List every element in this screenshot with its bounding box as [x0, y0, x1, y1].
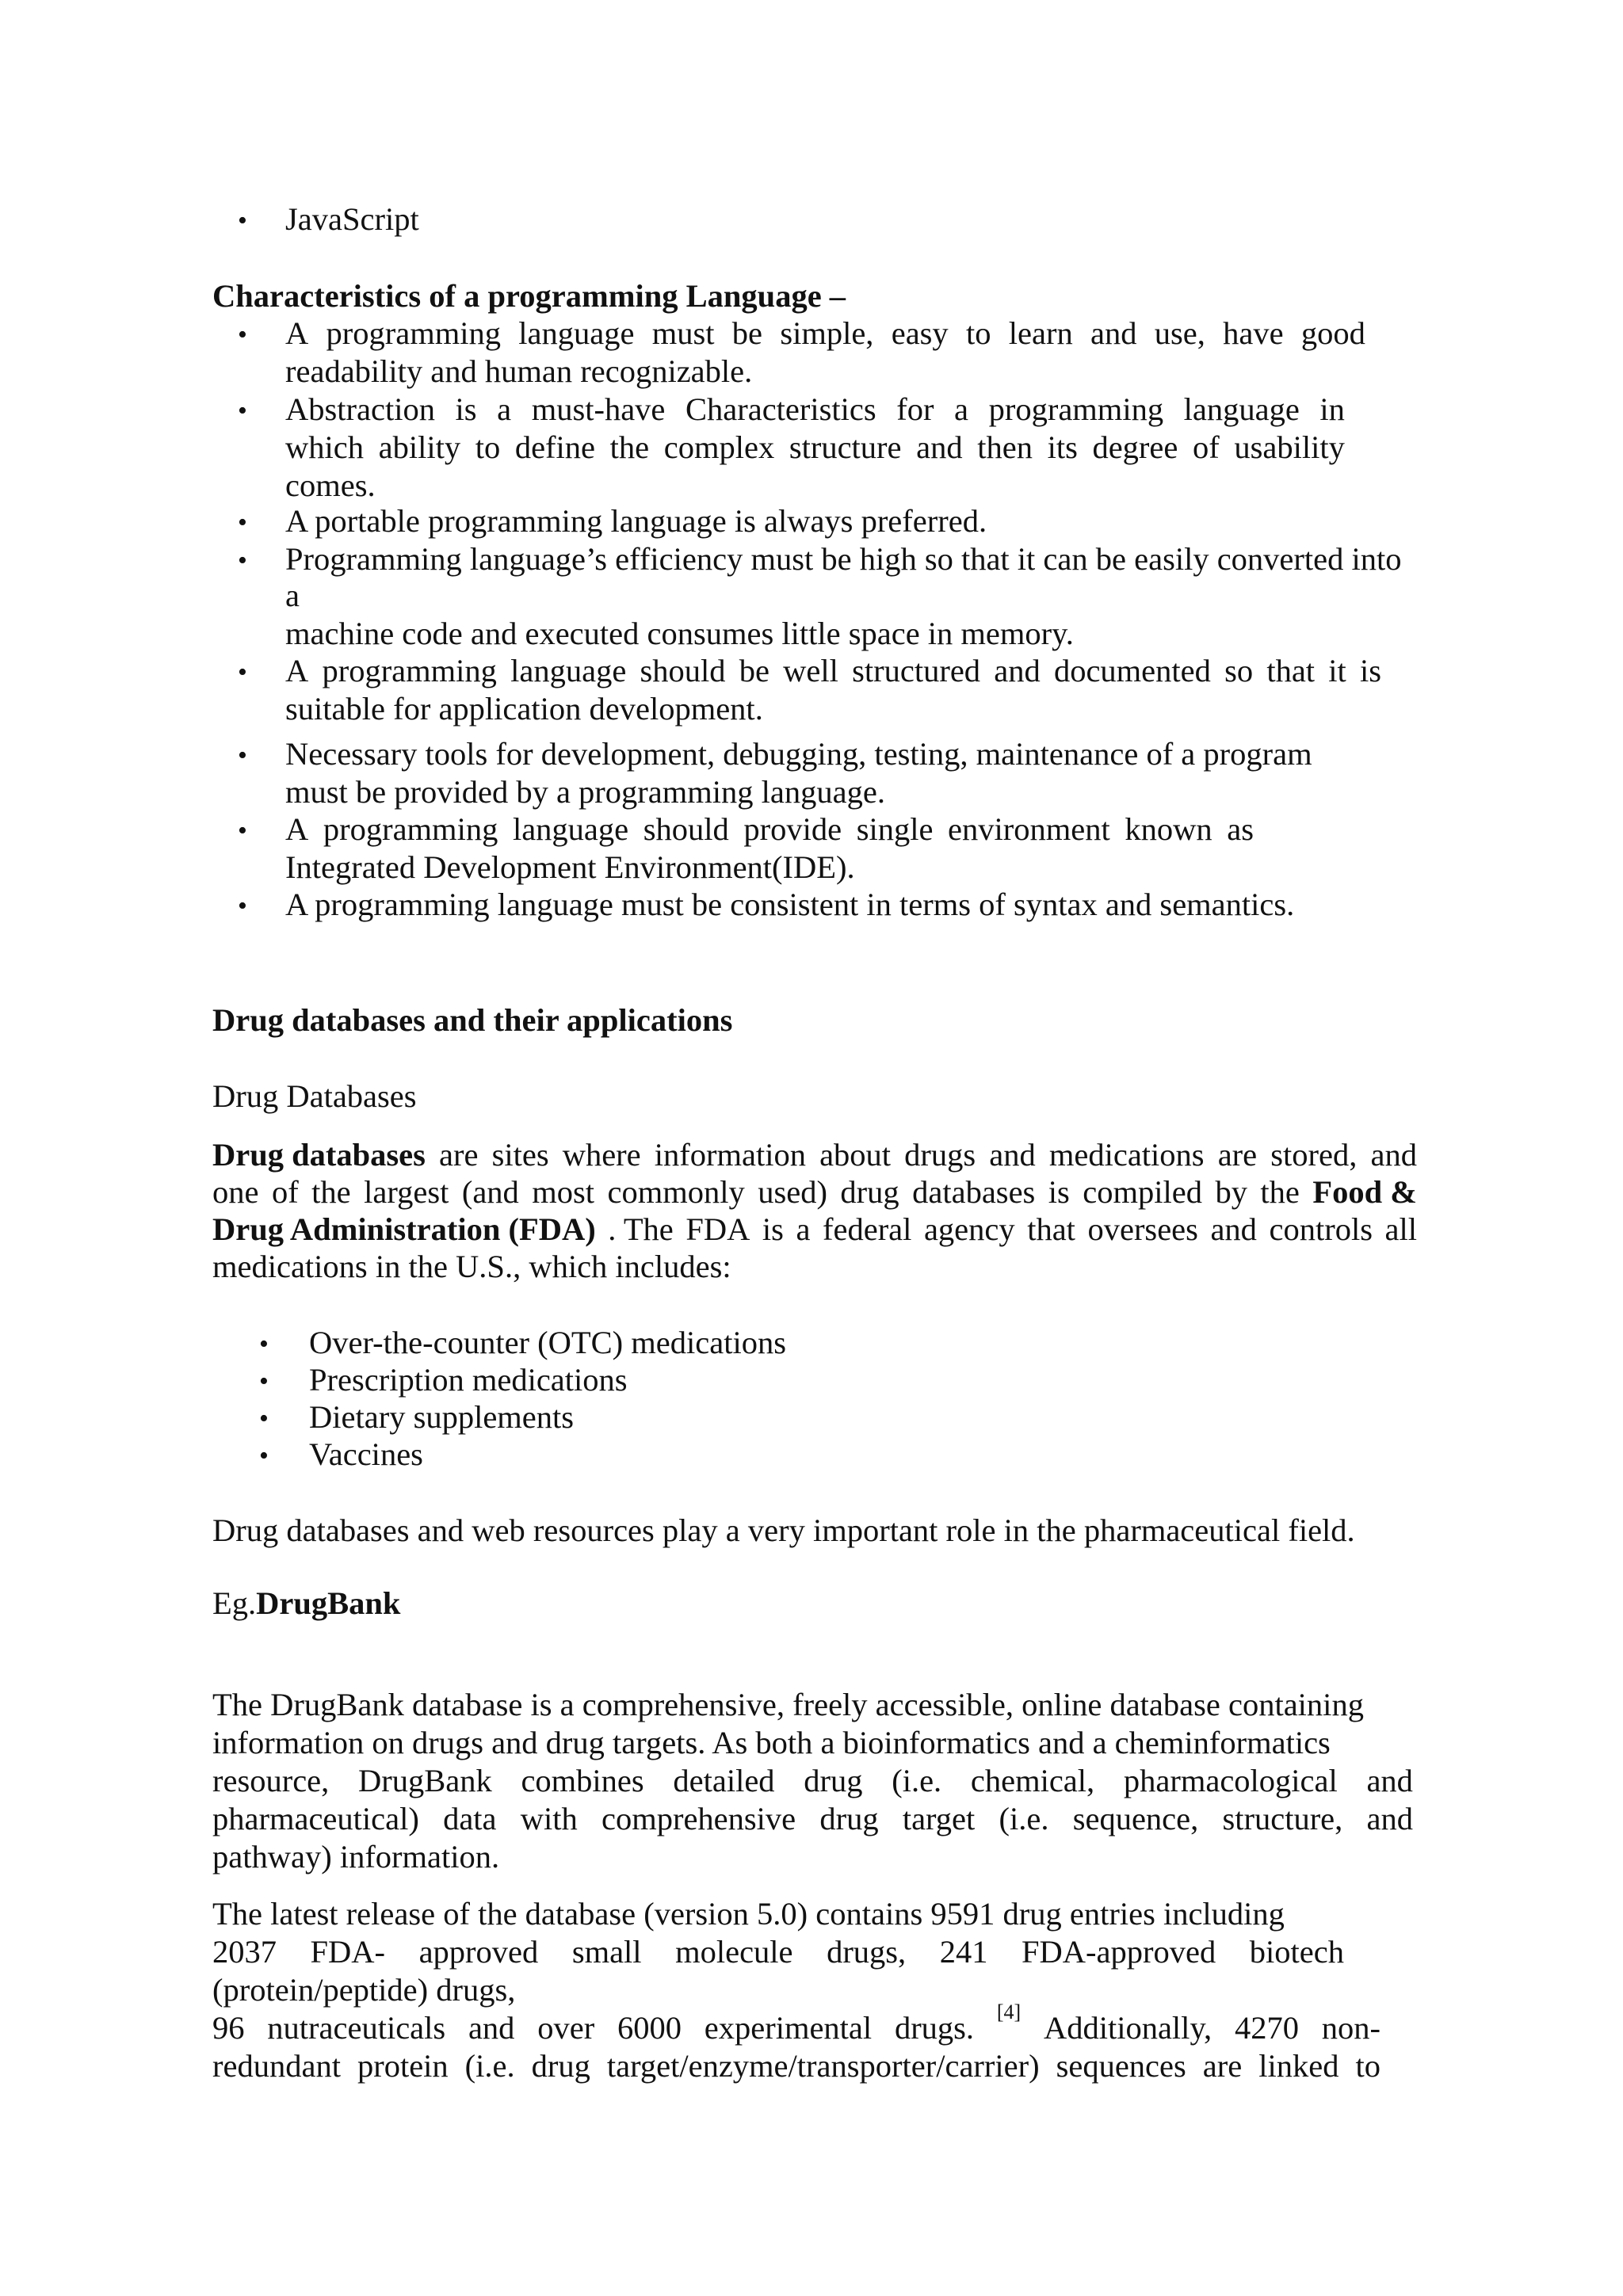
word: comprehensive — [601, 1801, 796, 1836]
word: language — [512, 811, 629, 847]
char-item-2-line-3: comes. — [285, 467, 376, 503]
drug-para-1-line-4: medications in the U.S., which includes: — [212, 1249, 731, 1284]
word: Abstraction — [285, 391, 435, 427]
drug-section-heading: Drug databases and their applications — [212, 1002, 733, 1038]
char-item-1-line-2: readability and human recognizable. — [285, 353, 753, 389]
bullet: • — [259, 1441, 269, 1470]
fda-list-item: Dietary supplements — [309, 1399, 575, 1435]
word: complex — [663, 429, 775, 465]
word: then — [977, 429, 1033, 465]
word: drugs. — [894, 2010, 975, 2046]
word: is — [455, 391, 477, 427]
fda-list-item: Prescription medications — [309, 1362, 628, 1398]
word: single — [856, 811, 934, 847]
word: used) — [758, 1174, 827, 1210]
word: sequences — [1056, 2048, 1186, 2084]
drug-para-1-line-3 — [212, 1211, 1417, 1247]
word: simple, — [780, 315, 874, 351]
word: usability — [1234, 429, 1345, 465]
word: chemical, — [970, 1763, 1095, 1798]
word: and — [1370, 1137, 1417, 1173]
word: combines — [521, 1763, 644, 1798]
bullet: • — [238, 206, 247, 235]
char-item-7-line-1 — [285, 811, 1254, 847]
word: are — [1202, 2048, 1243, 2084]
word: A — [285, 653, 309, 688]
fda-list-item: Over-the-counter (OTC) medications — [309, 1325, 786, 1360]
word: environment — [948, 811, 1110, 847]
release-para-line-3: (protein/peptide) drugs, — [212, 1972, 516, 2008]
word: drug — [804, 1763, 863, 1798]
drug-para-1-line-2 — [212, 1174, 1417, 1210]
word: be — [739, 653, 769, 688]
bullet: • — [238, 396, 247, 425]
word: so — [1224, 653, 1254, 688]
char-item-6-line-2: must be provided by a programming language. — [285, 774, 885, 810]
word: molecule — [675, 1934, 793, 1970]
word: with — [520, 1801, 578, 1836]
word: drugs, — [827, 1934, 907, 1970]
char-item-1-line-1 — [285, 315, 1365, 351]
drugbank-para-line-3 — [212, 1765, 1413, 1798]
word: programming — [323, 811, 498, 847]
word: is — [762, 1211, 784, 1247]
word: programming — [326, 315, 501, 351]
word: (and — [461, 1174, 519, 1210]
drug-para-1-line-1 — [212, 1139, 1417, 1172]
word: structure, — [1222, 1801, 1343, 1836]
word: . The — [608, 1211, 674, 1247]
word: learn — [1008, 315, 1073, 351]
char-item-4-line-1: Programming language’s efficiency must be high so that it can be easily converted into — [285, 541, 1402, 577]
word: resource, — [212, 1763, 330, 1798]
word: are — [439, 1137, 479, 1173]
word: as — [1227, 811, 1254, 847]
word: and — [994, 653, 1041, 688]
word: where — [562, 1137, 641, 1173]
word: FDA — [685, 1211, 750, 1247]
word: and — [1090, 315, 1137, 351]
word: should — [643, 811, 729, 847]
word: 241 — [939, 1934, 988, 1970]
word: structure — [789, 429, 902, 465]
bullet: • — [238, 816, 247, 845]
bullet: • — [238, 320, 247, 349]
word: drugs — [904, 1137, 976, 1173]
bullet: • — [238, 891, 247, 921]
word: (i.e. — [464, 2048, 515, 2084]
word: the — [1260, 1174, 1300, 1210]
fda-term-part-2: Drug Administration (FDA) — [212, 1211, 596, 1247]
word: small — [571, 1934, 642, 1970]
word: compiled — [1083, 1174, 1202, 1210]
word: are — [1217, 1137, 1258, 1173]
word: and — [468, 2010, 515, 2046]
char-item-2-line-1 — [285, 391, 1345, 427]
word: and — [1366, 1763, 1413, 1798]
word: linked — [1258, 2048, 1339, 2084]
word: and — [1210, 1211, 1257, 1247]
word: detailed — [673, 1763, 775, 1798]
word: of — [1192, 429, 1220, 465]
release-para-line-5 — [212, 2050, 1381, 2083]
word: in — [1319, 391, 1345, 427]
word: drug — [531, 2048, 590, 2084]
word: target/enzyme/transporter/carrier) — [606, 2048, 1040, 2084]
word: have — [1223, 315, 1284, 351]
word: easy — [891, 315, 949, 351]
word: use, — [1154, 315, 1205, 351]
word: must-have — [531, 391, 666, 427]
bullet: • — [238, 508, 247, 537]
word: about — [819, 1137, 892, 1173]
drug-para-2: Drug databases and web resources play a very important role in the pharmaceutical field. — [212, 1512, 1355, 1548]
word: provide — [743, 811, 842, 847]
word: language — [1183, 391, 1300, 427]
bullet: • — [259, 1404, 269, 1433]
word: for — [896, 391, 934, 427]
word: information — [654, 1137, 806, 1173]
word: DrugBank — [358, 1763, 492, 1798]
word: agency — [923, 1211, 1015, 1247]
char-item-3: A portable programming language is always preferred. — [285, 503, 987, 539]
word: programming — [322, 653, 497, 688]
word: and — [1366, 1801, 1413, 1836]
word: that — [1027, 1211, 1075, 1247]
word: one — [212, 1174, 259, 1210]
word: and — [916, 429, 963, 465]
char-item-4-line-3: machine code and executed consumes little space in memory. — [285, 616, 1074, 651]
word: which — [285, 429, 364, 465]
drugbank-para-line-4 — [212, 1803, 1413, 1836]
word: is — [1048, 1174, 1070, 1210]
char-item-5-line-1 — [285, 655, 1381, 688]
word: the — [311, 1174, 351, 1210]
word: A — [285, 315, 309, 351]
word: target — [902, 1801, 976, 1836]
word: the — [609, 429, 650, 465]
word: its — [1047, 429, 1078, 465]
word: databases — [912, 1174, 1036, 1210]
word: pharmacological — [1123, 1763, 1338, 1798]
drugbank-para-line-2: information on drugs and drug targets. As both a bioinformatics and a cheminformatics — [212, 1725, 1331, 1760]
word: nutraceuticals — [267, 2010, 446, 2046]
word: federal — [823, 1211, 912, 1247]
word: programming — [988, 391, 1164, 427]
word: non- — [1321, 2010, 1381, 2046]
word: drug — [840, 1174, 899, 1210]
word: over — [537, 2010, 595, 2046]
word: to — [965, 315, 991, 351]
word: 2037 — [212, 1934, 277, 1970]
word: 96 — [212, 2010, 245, 2046]
word: experimental — [704, 2010, 873, 2046]
word: drug — [819, 1801, 879, 1836]
char-item-4-line-2: a — [285, 578, 300, 613]
word: good — [1300, 315, 1365, 351]
drugbank-para-line-1: The DrugBank database is a comprehensive, freely accessible, online database containing — [212, 1687, 1364, 1722]
word: controls — [1269, 1211, 1373, 1247]
word: well — [783, 653, 838, 688]
drugbank-term: DrugBank — [256, 1585, 401, 1621]
word: stored, — [1270, 1137, 1358, 1173]
release-para-line-4 — [212, 2000, 1381, 2046]
word: Additionally, — [1043, 2010, 1212, 2046]
word: data — [443, 1801, 497, 1836]
drugbank-para-line-5: pathway) information. — [212, 1839, 500, 1875]
word: to — [1355, 2048, 1381, 2084]
char-item-5-line-2: suitable for application development. — [285, 691, 763, 727]
word: commonly — [607, 1174, 745, 1210]
word: language — [510, 653, 627, 688]
bullet: • — [259, 1329, 269, 1359]
word: documented — [1053, 653, 1211, 688]
bullet: • — [259, 1367, 269, 1396]
word: and — [989, 1137, 1036, 1173]
word: is — [1359, 653, 1381, 688]
example-prefix: Eg. — [212, 1585, 257, 1621]
word: ability — [378, 429, 461, 465]
word: FDA-approved — [1022, 1934, 1216, 1970]
word: (i.e. — [892, 1763, 942, 1798]
word: a — [954, 391, 969, 427]
char-item-7-line-2: Integrated Development Environment(IDE). — [285, 849, 855, 885]
word: by — [1215, 1174, 1247, 1210]
drug-databases-term: Drug databases — [212, 1137, 426, 1173]
word: approved — [418, 1934, 539, 1970]
word: a — [796, 1211, 811, 1247]
word: degree — [1092, 429, 1178, 465]
char-item-8: A programming language must be consistent in terms of syntax and semantics. — [285, 887, 1295, 922]
fda-term-part-1: Food & — [1312, 1174, 1417, 1210]
word: most — [532, 1174, 595, 1210]
word: (i.e. — [999, 1801, 1049, 1836]
word: protein — [357, 2048, 449, 2084]
word: largest — [364, 1174, 449, 1210]
word: 4270 — [1234, 2010, 1299, 2046]
release-para-line-1: The latest release of the database (version 5.0) contains 9591 drug entries including — [212, 1896, 1285, 1932]
word: must — [651, 315, 715, 351]
word: sequence, — [1072, 1801, 1199, 1836]
word: sites — [491, 1137, 549, 1173]
word: 6000 — [617, 2010, 682, 2046]
bullet: • — [238, 741, 247, 770]
word: oversees — [1087, 1211, 1198, 1247]
characteristics-heading: Characteristics of a programming Language – — [212, 278, 846, 314]
top-list-item: JavaScript — [285, 201, 419, 237]
word: biotech — [1249, 1934, 1344, 1970]
example-label — [212, 1585, 401, 1621]
bullet: • — [238, 546, 247, 575]
citation-ref: [4] — [996, 2000, 1022, 2023]
release-para-line-2 — [212, 1936, 1344, 1969]
word: to — [475, 429, 501, 465]
word: medications — [1048, 1137, 1205, 1173]
char-item-6-line-1: Necessary tools for development, debugging, testing, maintenance of a program — [285, 736, 1312, 772]
word: known — [1125, 811, 1212, 847]
word: of — [271, 1174, 299, 1210]
word: should — [640, 653, 726, 688]
word: pharmaceutical) — [212, 1801, 419, 1836]
word: define — [514, 429, 596, 465]
word: all — [1384, 1211, 1417, 1247]
word: that — [1266, 653, 1316, 688]
word: structured — [852, 653, 981, 688]
word: redundant — [212, 2048, 341, 2084]
char-item-2-line-2 — [285, 429, 1345, 465]
word: FDA- — [310, 1934, 386, 1970]
word: language — [518, 315, 635, 351]
word: Characteristics — [685, 391, 876, 427]
drug-subheading: Drug Databases — [212, 1078, 417, 1114]
bullet: • — [238, 658, 247, 687]
fda-list-item: Vaccines — [309, 1436, 423, 1472]
word: be — [731, 315, 763, 351]
word: a — [497, 391, 512, 427]
word: A — [285, 811, 309, 847]
word: it — [1328, 653, 1346, 688]
